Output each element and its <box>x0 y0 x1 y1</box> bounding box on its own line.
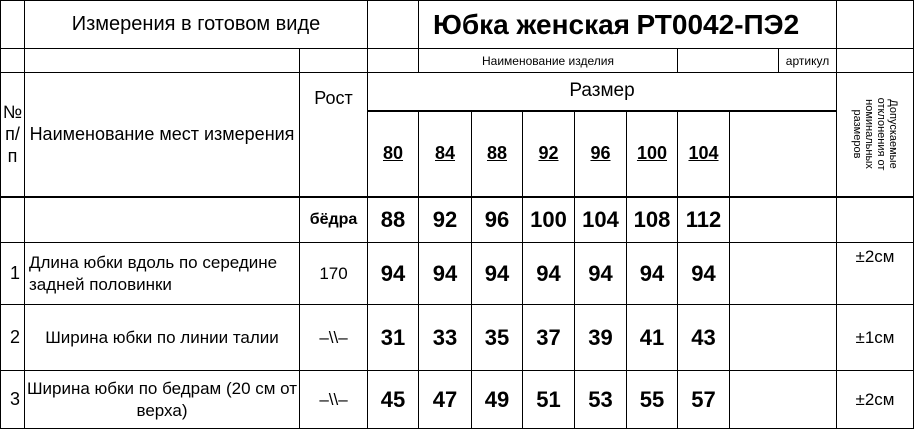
name-column-header: Наименование мест измерения <box>25 73 300 197</box>
height-column-header: Рост <box>300 73 368 197</box>
article-caption: артикул <box>779 49 837 73</box>
row-value: 94 <box>678 243 730 305</box>
caption-blank-cell <box>678 49 779 73</box>
basis-value: 96 <box>472 197 523 243</box>
row-name: Ширина юбки по линии талии <box>25 305 300 371</box>
row-tolerance: ±2см <box>837 371 914 429</box>
size-label: 92 <box>523 111 575 197</box>
row-value: 39 <box>575 305 627 371</box>
size-blank-cell <box>730 111 837 197</box>
product-caption: Наименование изделия <box>419 49 678 73</box>
table-row <box>1 371 914 429</box>
row-number: 3 <box>1 371 25 429</box>
basis-blank-cell <box>730 197 837 243</box>
basis-label: бёдра <box>300 197 368 243</box>
row-value: 55 <box>627 371 678 429</box>
row-tolerance: ±1см <box>837 305 914 371</box>
row-blank-cell <box>730 243 837 305</box>
size-label: 84 <box>419 111 472 197</box>
basis-value: 100 <box>523 197 575 243</box>
row-value: 45 <box>368 371 419 429</box>
size-label: 104 <box>678 111 730 197</box>
basis-name-cell <box>25 197 300 243</box>
size-label: 80 <box>368 111 419 197</box>
row-value: 94 <box>575 243 627 305</box>
product-name: Юбка женская <box>419 1 627 49</box>
row-blank-cell <box>730 305 837 371</box>
row-number: 2 <box>1 305 25 371</box>
row-value: 37 <box>523 305 575 371</box>
row-number: 1 <box>1 243 25 305</box>
size-group-header: Размер <box>368 73 837 111</box>
caption-blank-cell <box>837 49 914 73</box>
row-height: 170 <box>300 243 368 305</box>
row-value: 51 <box>523 371 575 429</box>
row-tolerance: ±2см <box>837 243 914 305</box>
document-title: Измерения в готовом виде <box>25 1 368 49</box>
caption-blank-cell <box>300 49 368 73</box>
basis-tolerance-cell <box>837 197 914 243</box>
caption-blank-cell <box>368 49 419 73</box>
row-value: 47 <box>419 371 472 429</box>
row-name: Длина юбки вдоль по середине задней половинки <box>25 243 300 305</box>
row-value: 94 <box>419 243 472 305</box>
tolerance-header-text: Допускаемые отклонения от номинальных размеров <box>851 97 900 171</box>
title-blank-cell <box>368 1 419 49</box>
row-height: –\\– <box>300 305 368 371</box>
size-label: 100 <box>627 111 678 197</box>
basis-value: 104 <box>575 197 627 243</box>
row-value: 94 <box>472 243 523 305</box>
basis-value: 108 <box>627 197 678 243</box>
row-name: Ширина юбки по бедрам (20 см от верха) <box>25 371 300 429</box>
row-blank-cell <box>730 371 837 429</box>
row-value: 43 <box>678 305 730 371</box>
row-value: 35 <box>472 305 523 371</box>
basis-value: 112 <box>678 197 730 243</box>
row-value: 94 <box>523 243 575 305</box>
table-row <box>1 243 914 305</box>
title-blank-cell <box>837 1 914 49</box>
basis-num-cell <box>1 197 25 243</box>
basis-value: 88 <box>368 197 419 243</box>
row-value: 57 <box>678 371 730 429</box>
row-value: 33 <box>419 305 472 371</box>
row-height: –\\– <box>300 371 368 429</box>
size-label: 88 <box>472 111 523 197</box>
row-value: 53 <box>575 371 627 429</box>
row-value: 41 <box>627 305 678 371</box>
title-blank-cell <box>1 1 25 49</box>
size-label: 96 <box>575 111 627 197</box>
basis-value: 92 <box>419 197 472 243</box>
row-value: 94 <box>627 243 678 305</box>
caption-blank-cell <box>25 49 300 73</box>
tolerance-column-header <box>837 73 914 197</box>
row-value: 31 <box>368 305 419 371</box>
product-article: РТ0042-ПЭ2 <box>627 1 837 49</box>
row-value: 94 <box>368 243 419 305</box>
caption-blank-cell <box>1 49 25 73</box>
table-row <box>1 305 914 371</box>
row-value: 49 <box>472 371 523 429</box>
num-column-header: № п/п <box>1 73 25 197</box>
